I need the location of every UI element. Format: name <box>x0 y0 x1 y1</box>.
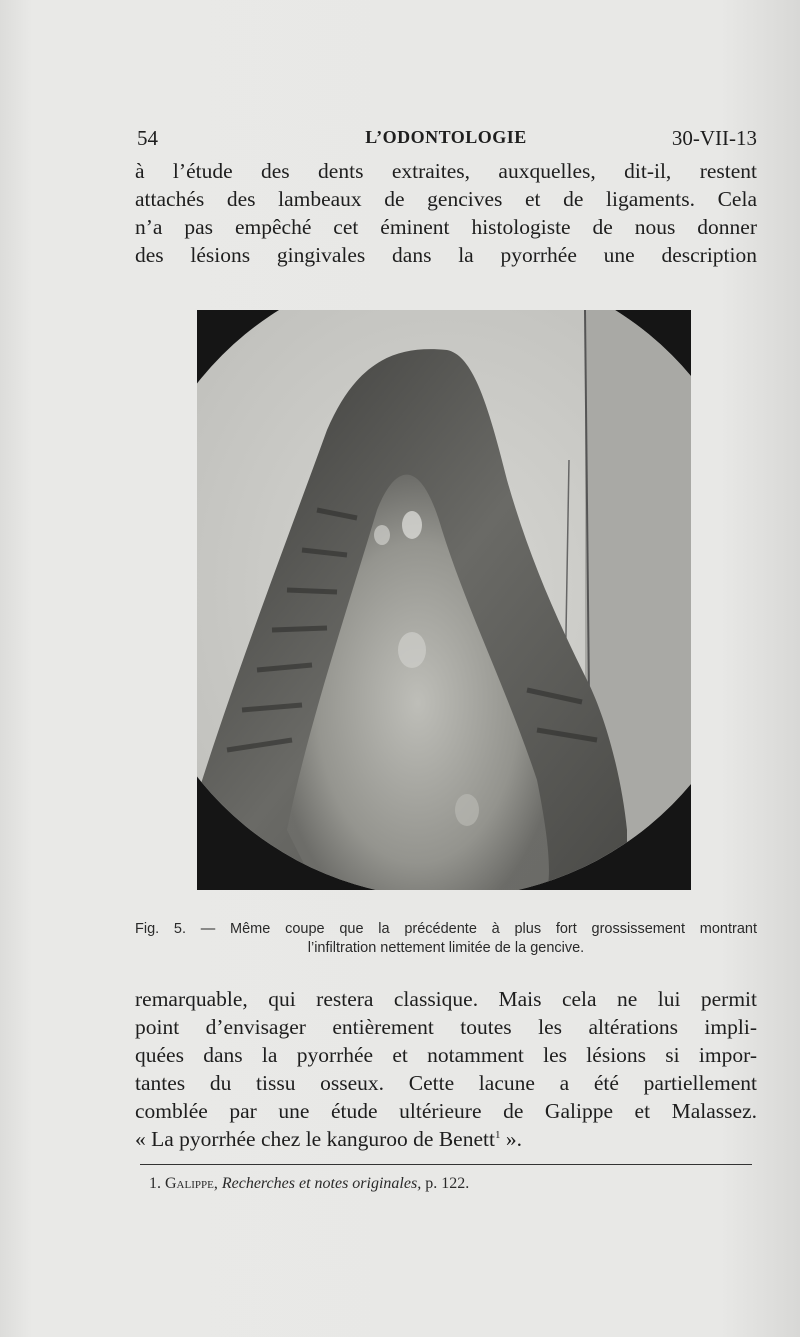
page-number: 54 <box>137 126 158 150</box>
journal-title: L’ODONTOLOGIE <box>365 127 527 147</box>
figure-caption <box>135 920 757 958</box>
text-line: des lésions gingivales dans la pyorrhée une description <box>135 243 757 267</box>
text-line-end: ». <box>500 1127 522 1151</box>
footnote-reference[interactable]: 1 <box>494 1129 501 1141</box>
micrograph-figure <box>197 310 691 890</box>
text-line: n’a pas empêché cet éminent histologiste de nous donner <box>135 215 757 239</box>
micrograph-image <box>197 310 691 890</box>
text-line: à l’étude des dents extraites, auxquelles, dit-il, restent <box>135 159 757 183</box>
issue-date: 30-VII-13 <box>671 126 757 150</box>
text-line: quées dans la pyorrhée et notamment les lésions si impor- <box>135 1043 757 1067</box>
text-line: point d’envisager entièrement toutes les altérations impli- <box>135 1015 757 1039</box>
text-line: tantes du tissu osseux. Cette lacune a été partiellement <box>135 1071 757 1095</box>
text-line-body: « La pyorrhée chez le kanguroo de Benett <box>135 1127 495 1151</box>
running-header <box>135 126 757 154</box>
text-line: remarquable, qui restera classique. Mais cela ne lui permit <box>135 987 757 1011</box>
footnote-number: 1. <box>149 1175 161 1192</box>
text-line-last <box>135 1125 757 1153</box>
caption-line: l’infiltration nettement limitée de la gencive. <box>307 940 585 956</box>
footnote <box>149 1175 469 1193</box>
footnote-title: Recherches et notes originales, <box>221 1175 422 1192</box>
footnote-author: Galippe, <box>165 1175 218 1192</box>
footnote-page: p. 122. <box>425 1175 470 1192</box>
footnote-divider <box>140 1164 752 1165</box>
text-line: attachés des lambeaux de gencives et de ligaments. Cela <box>135 187 757 211</box>
caption-line: Fig. 5. — Même coupe que la précédente à plus fort grossissement montrant <box>135 921 757 937</box>
text-line: comblée par une étude ultérieure de Galippe et Malassez. <box>135 1099 757 1123</box>
paragraph-bottom <box>135 985 757 1153</box>
paragraph-top <box>135 157 757 269</box>
